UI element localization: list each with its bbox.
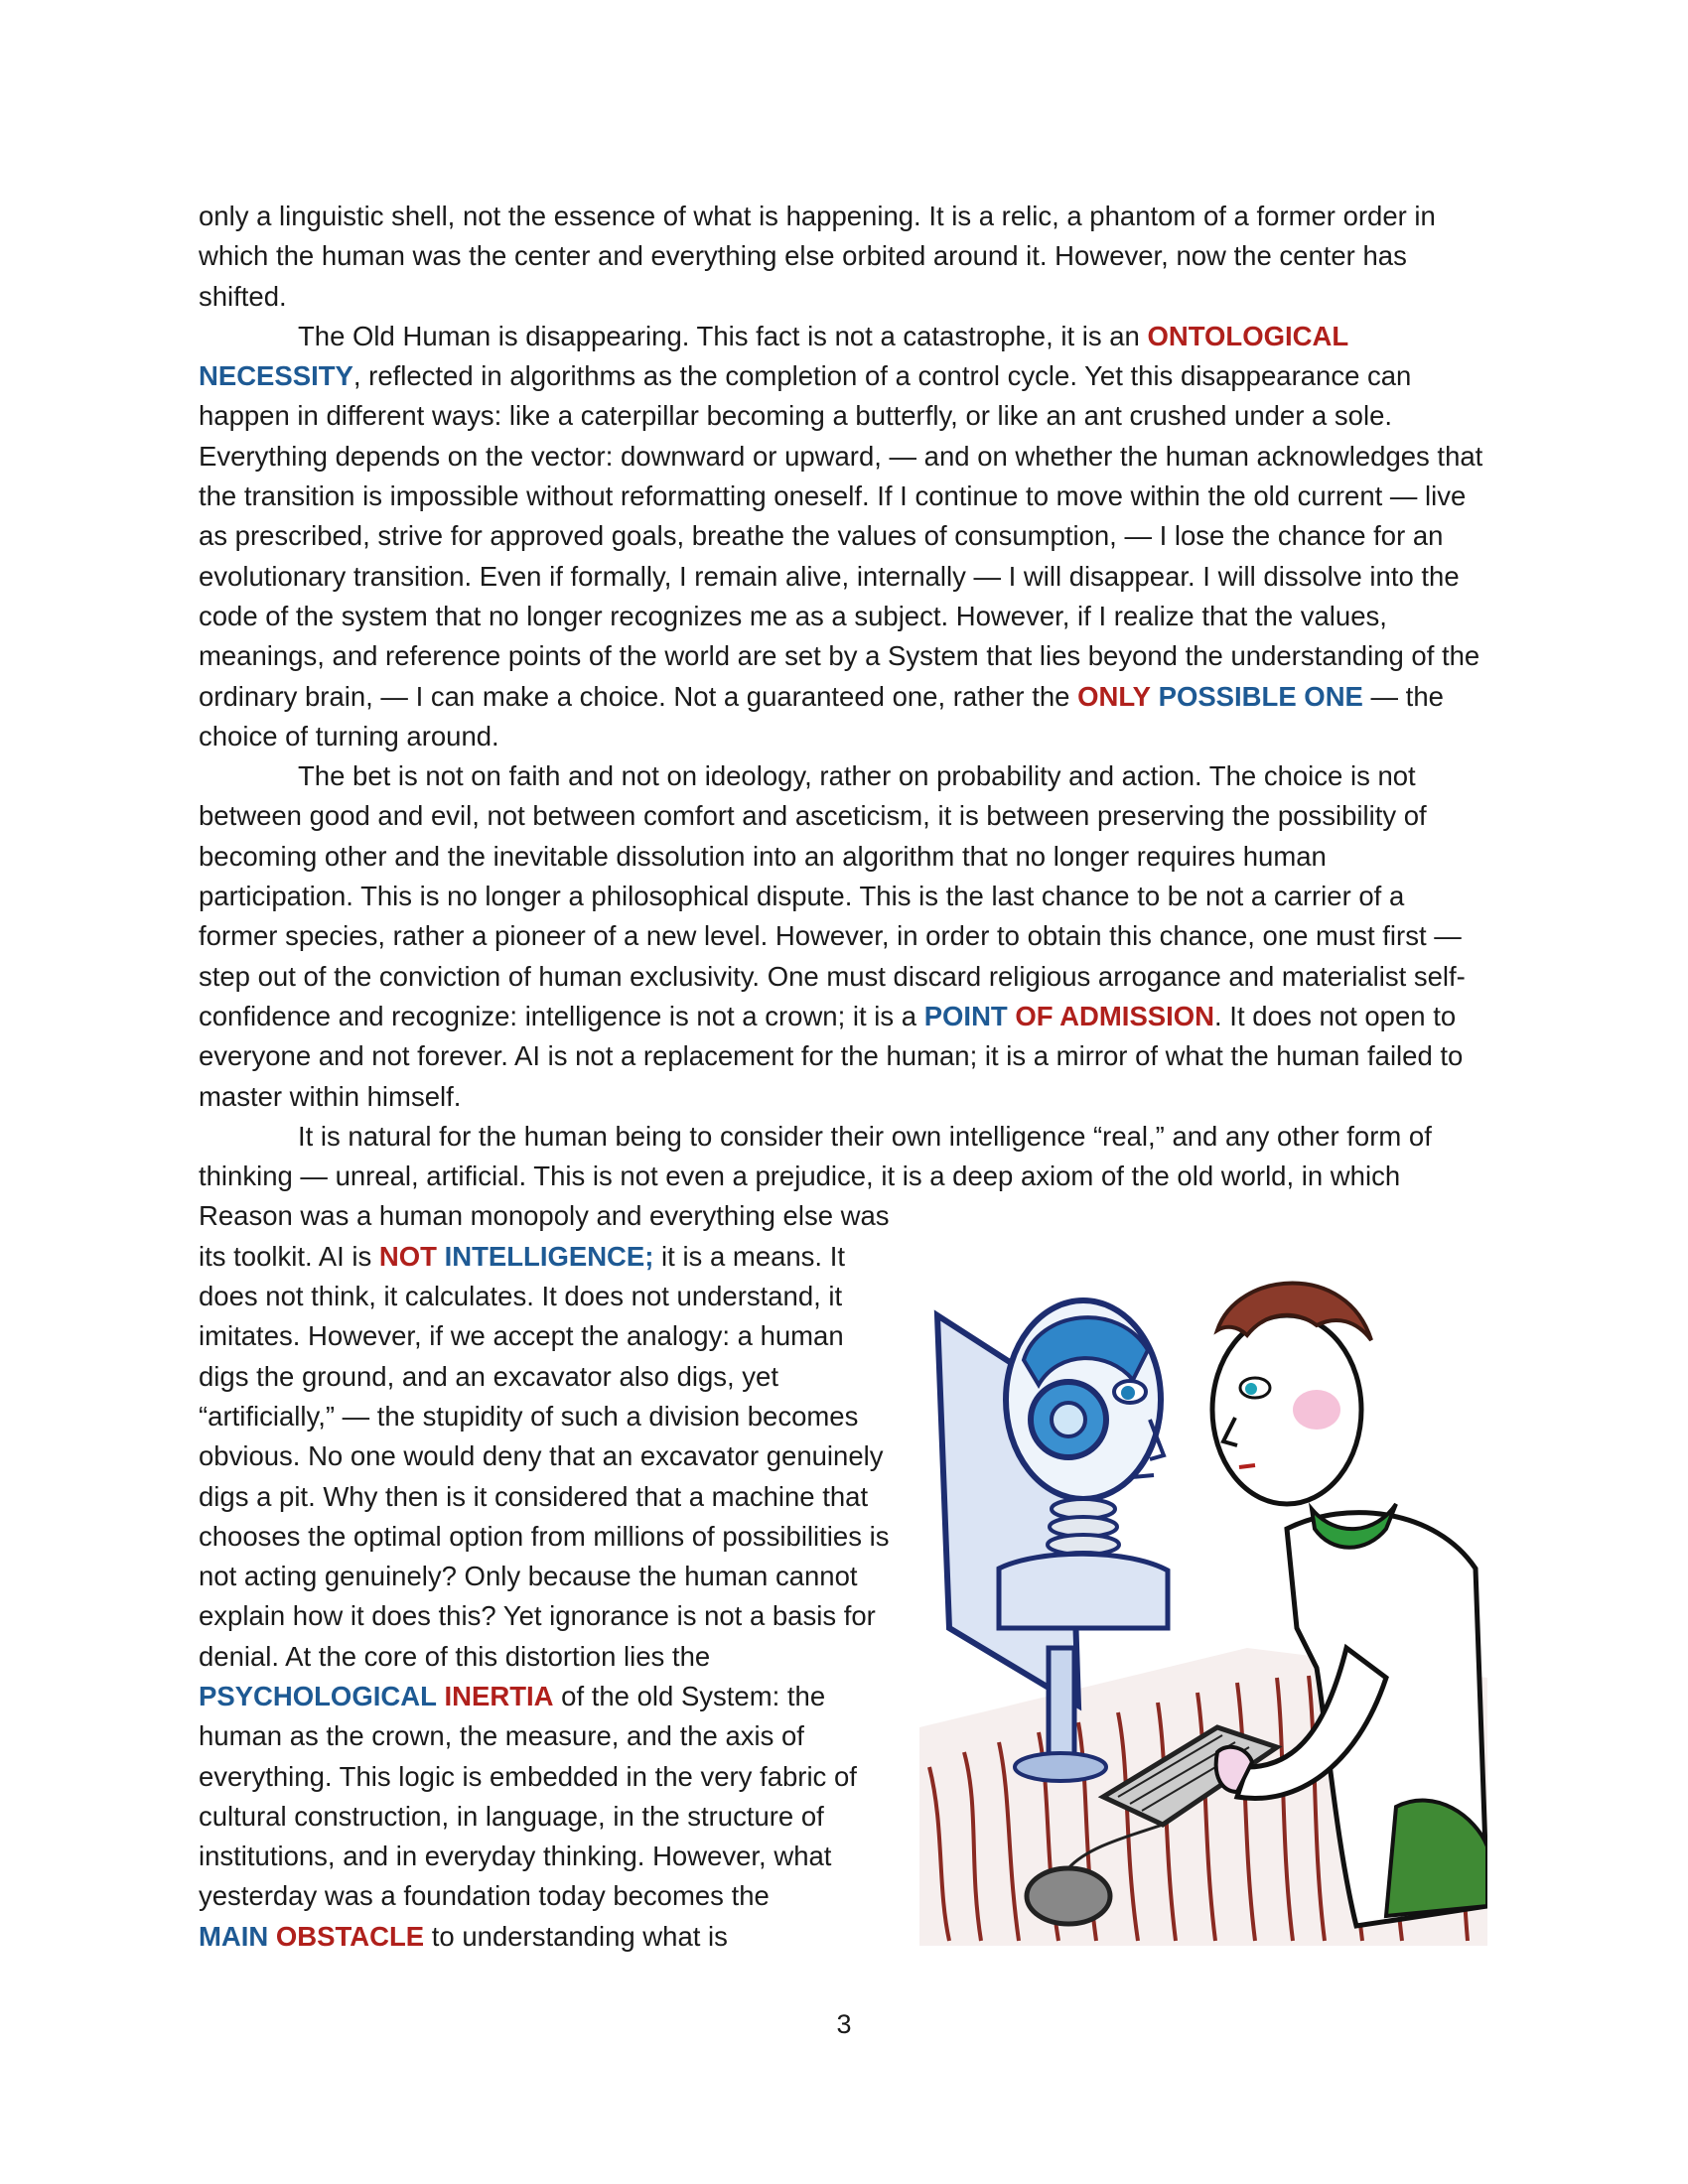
paragraph-4: It is natural for the human being to consider their own intelligence “real,” and any other form of thinking — unreal, artificial. This is not even a prejudice, it is a deep axiom of the old world, in which: [199, 1120, 1432, 1192]
highlight-obstacle: OBSTACLE: [275, 1920, 425, 1952]
highlight-main: MAIN: [199, 1920, 269, 1952]
page-number: 3: [836, 2009, 852, 2039]
highlight-necessity: NECESSITY: [199, 360, 353, 392]
paragraph-1: only a linguistic shell, not the essence of what is happening. It is a relic, a phantom of a former order in which the human was the center and everything else orbited around it. However, now the center has shifted.: [199, 201, 1436, 312]
monitor-base: [1015, 1753, 1106, 1781]
highlight-psychological: PSYCHOLOGICAL: [199, 1680, 437, 1711]
highlight-of-admission: OF ADMISSION: [1015, 1000, 1215, 1031]
mouse: [1027, 1868, 1110, 1924]
highlight-not: NOT: [378, 1240, 437, 1272]
highlight-point: POINT: [923, 1000, 1008, 1031]
highlight-intelligence: INTELLIGENCE;: [444, 1240, 654, 1272]
highlight-ontological: ONTOLOGICAL: [1147, 320, 1349, 351]
paragraph-4-wrapped: Reason was a human monopoly and everything else was its toolkit. AI is NOT INTELLIGENCE; it is a means. It does not think, it calculates. It does not understand, it imitates. However, if we accept the analogy: a human digs the ground, and an excavator also digs, yet “artificially,” — the stupidity of such a division becomes obvious. No one would deny that an excavator genuinely digs a pit. Why then is it considered that a machine that chooses the optimal option from millions of possibilities is not acting genuinely? Only because the human cannot explain how it does this? Yet ignorance is not a basis for denial. At the core of this distortion lies the PSYCHOLOGICAL INERTIA of the old System: the human as the crown, the measure, and the axis of everything. This logic is embedded in the very fabric of cultural construction, in language, in the structure of institutions, and in everyday thinking. However, what yesterday was a foundation today becomes the MAIN OBSTACLE to understanding what is: [199, 1200, 890, 1952]
highlight-possible-one: POSSIBLE ONE: [1158, 680, 1363, 712]
paragraph-3: The bet is not on faith and not on ideology, rather on probability and action. The choice is not between good and evil, not between comfort and asceticism, it is between preserving the possibility of becoming other and the inevitable dissolution into an algorithm that no longer requires human participation. This is no longer a philosophical dispute. This is the last chance to be not a carrier of a former species, rather a pioneer of a new level. However, in order to obtain this chance, one must first — step out of the conviction of human exclusivity. One must discard religious arrogance and materialist self-confidence and recognize: intelligence is not a crown; it is a POINT OF ADMISSION. It does not open to everyone and not forever. AI is not a replacement for the human; it is a mirror of what the human failed to master within himself.: [199, 760, 1466, 1112]
robot-and-boy-illustration: [919, 1211, 1487, 1946]
highlight-only: ONLY: [1077, 680, 1151, 712]
monitor-stand: [1049, 1648, 1074, 1757]
highlight-inertia: INERTIA: [444, 1680, 554, 1711]
paragraph-2: The Old Human is disappearing. This fact is not a catastrophe, it is an ONTOLOGICAL NECESSITY, reflected in algorithms as the completion of a control cycle. Yet this disappearance can happen in different ways: like a caterpillar becoming a butterfly, or like an ant crushed under a sole. Everything depends on the vector: downward or upward, — and on whether the human acknowledges that the transition is impossible without reformatting oneself. If I continue to move within the old current — live as prescribed, strive for approved goals, breathe the values of consumption, — I lose the chance for an evolutionary transition. Even if formally, I remain alive, internally — I will disappear. I will dissolve into the code of the system that no longer recognizes me as a subject. However, if I realize that the values, meanings, and reference points of the world are set by a System that lies beyond the understanding of the ordinary brain, — I can make a choice. Not a guaranteed one, rather the ONLY POSSIBLE ONE — the choice of turning around.: [199, 320, 1483, 751]
